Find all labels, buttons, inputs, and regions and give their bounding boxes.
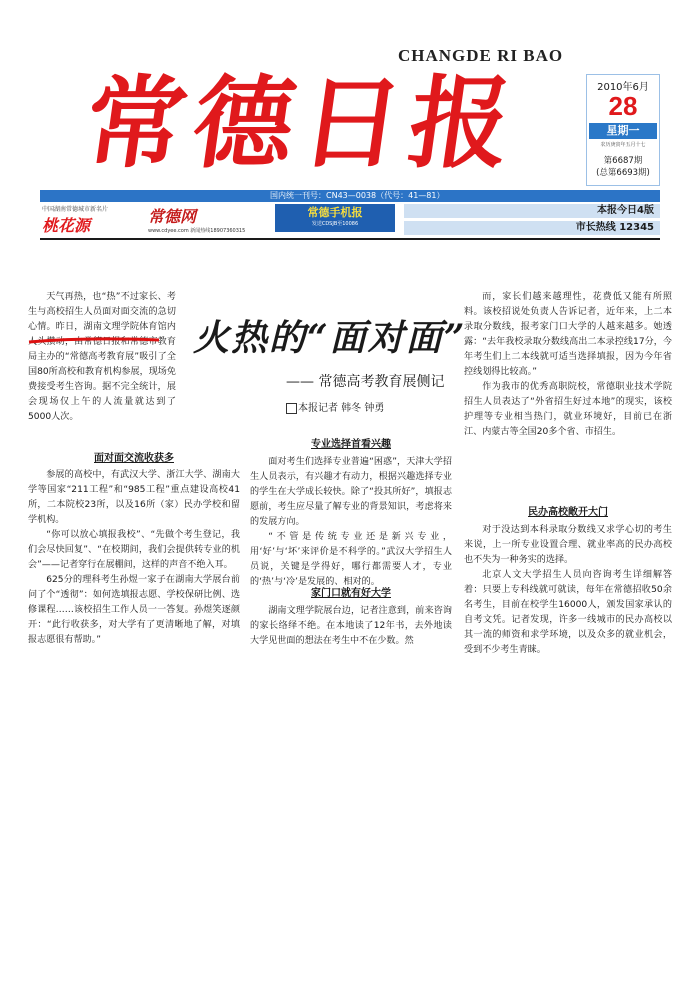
ad-changde-web[interactable]: [148, 204, 268, 234]
pages-today-bar: 本报今日4版: [404, 204, 660, 218]
header-rule: [40, 238, 660, 240]
paragraph: “不管是传统专业还是新兴专业，用‘好’与‘坏’来评价是不科学的。”武汉大学招生人员说，关键是学得好，哪行都需要人才，专业的‘热’与‘冷’是发展的、相对的。: [250, 532, 452, 587]
issue-number: [587, 155, 659, 179]
date-lunar: 农历庚寅年五月十七: [600, 142, 646, 148]
masthead-pinyin: CHANGDE RI BAO: [398, 46, 564, 65]
article-title: 火热的“面对面”: [193, 317, 467, 359]
paragraph: “你可以放心填报我校”、“先做个考生登记，我们会尽快回复”、“在校期间，我们会提供转专业的机会”——记者穿行在展棚间，这样的声音不绝入耳。: [28, 530, 240, 570]
paragraph: 对于没达到本科录取分数线又求学心切的考生来说，上一所专业设置合理、就业率高的民办高校也不失为一种务实的选择。: [464, 525, 672, 565]
article-byline: [286, 399, 384, 414]
paragraph: 天气再热，也“热”不过家长、考生与高校招生人员面对面交流的急切心情。昨日，湖南文理学院体育馆内人头攒动，由常德日报和常德市教育局主办的“常德高考教育展”吸引了全国80所高校和教育机构参展，现场免费接受考生咨询。据不完全统计，展会现场仅上午的人流量就达到了5000人次。: [28, 292, 176, 422]
ad-mobile-paper[interactable]: [275, 204, 395, 232]
date-day: 28: [608, 91, 638, 121]
paragraph: 北京人文大学招生人员向咨询考生详细解答着：只要上专科线就可就读，每年在常德招收50余名考生，目前在校学生16000人，颁发国家承认的自考文凭。记者发现，许多一线城市的民办高校以其一流的师资和求学环境，以及众多的就业机会，受到不少考生青睐。: [464, 570, 672, 655]
ad-taohuayuan[interactable]: [42, 204, 140, 234]
serial-number-text: 国内统一刊号：CN43—0038（代号：41—81）: [270, 191, 445, 200]
paragraph: 参展的高校中，有武汉大学、浙江大学、湖南大学等国家“211工程”和“985工程”重点建设高校41所，二本院校23所，以及16所（家）民办学校和留学机构。: [28, 470, 240, 525]
ad-changde-web-hotline: www.cdyee.com 新闻热线18907360315: [148, 228, 246, 234]
paragraph: 625分的理科考生孙煜一家子在湖南大学展台前问了个“透彻”：如何选填报志愿、学校保研比例、选修课程……该校招生工作人员一一答复。孙煜笑逐颜开：“此行收获多，对大学有了更清晰地了解，对填报志愿很有帮助。”: [28, 575, 240, 645]
paragraph: 面对考生们选择专业普遍“困惑”，天津大学招生人员表示，有兴趣才有动力，根据兴趣选择专业的学生在大学成长较快。除了“投其所好”，填报志愿前，考生应尽量了解专业的背景知识，考虑将来的发展方向。: [250, 457, 452, 527]
ad-changde-web-logo: 常德网: [148, 207, 197, 226]
col1-body: [28, 468, 240, 648]
col2-heading1: 专业选择首看兴趣: [311, 439, 391, 450]
date-weekday: 星期一: [589, 123, 657, 139]
ad-taohuayuan-logo: 桃花源: [42, 216, 91, 235]
issue-current: 第6687期: [603, 156, 643, 166]
serial-number-bar: [40, 190, 660, 202]
article-subtitle: —— 常德高考教育展侧记: [286, 374, 445, 390]
mayor-hotline-bar: 市长热线 12345: [404, 221, 660, 235]
col2-heading2: 家门口就有好大学: [311, 588, 391, 599]
paragraph: 湖南文理学院展台边，记者注意到，前来咨询的家长络绎不绝。在本地读了12年书，去外地读大学见世面的想法在考生中不在少数。然: [250, 606, 452, 646]
masthead-title: 常德日报: [77, 64, 527, 182]
col3-body-b: [464, 523, 672, 658]
col3-heading: 民办高校敞开大门: [528, 507, 608, 518]
ad-mobile-paper-sms: 发送CDSJB至10086: [311, 221, 359, 227]
date-year-month: 2010年6月: [597, 82, 649, 93]
col3-body-a: [464, 290, 672, 440]
ad-taohuayuan-tagline: 中国湖南常德城市新名片: [42, 206, 109, 213]
issue-total: (总第6693期): [596, 168, 650, 178]
date-box: [586, 74, 660, 186]
ad-mobile-paper-logo: 常德手机报: [307, 206, 363, 219]
col1-heading: 面对面交流收获多: [94, 453, 174, 464]
col2-body-a: [250, 455, 452, 590]
col1-lead: [28, 290, 176, 425]
paragraph: 而，家长们越来越理性，花费低又能有所照料。该校招说处负责人告诉记者，近年来，上二本录取分数线，报考家门口大学的人越来越多。她透露：“去年我校录取分数线高出二本录控线17分，今年考生们上二本线就可适当选择填报，因为今年省控线划得比较高。”: [464, 292, 672, 377]
col2-body-b: [250, 604, 452, 649]
byline-text: 本报记者 韩冬 钟勇: [298, 403, 385, 414]
byline-box-icon: [286, 403, 297, 414]
paragraph: 作为我市的优秀高职院校，常德职业技术学院招生人员表达了“外省招生好过本地”的现实，该校护理等专业相当热门，就业环境好，目前已在浙江、内蒙古等全国20多个省、市招生。: [464, 382, 672, 437]
